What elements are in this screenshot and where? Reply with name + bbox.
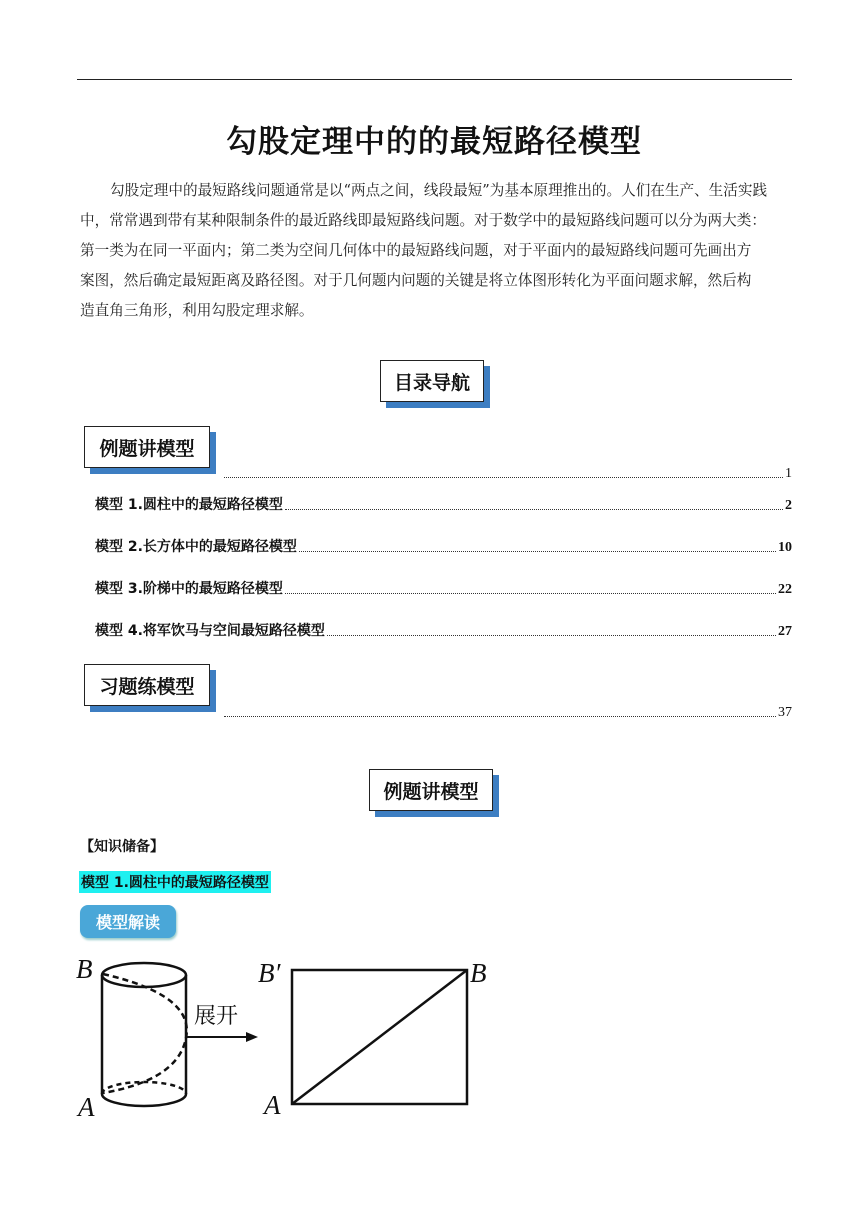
toc-leader [299,551,776,552]
toc-entry-label: 模型 2.长方体中的最短路径模型 [95,539,297,555]
toc-entry-label: 模型 3.阶梯中的最短路径模型 [95,581,283,597]
cylinder-path-curve [103,974,187,1093]
intro-line: 勾股定理中的最短路线问题通常是以“两点之间，线段最短”为基本原理推出的。人们在生产、生活实践 [110,182,768,199]
rectangle-diagonal [292,970,467,1104]
unfold-label: 展开 [194,1004,239,1029]
intro-line: 案图，然后确定最短距离及路径图。对于几何题内问题的关键是将立体图形转化为平面问题求解，然后构 [80,272,752,289]
section-heading: 例题讲模型 [369,769,493,811]
model-reading-badge: 模型解读 [80,905,176,938]
toc-entry-model1[interactable] [95,494,792,514]
intro-line: 第一类为在同一平面内；第二类为空间几何体中的最短路线问题，对于平面内的最短路线问题可先画出方 [80,242,752,259]
toc-page-number: 37 [778,705,792,720]
toc-page-number: 10 [778,540,792,555]
page-title: 勾股定理中的的最短路径模型 [226,124,642,160]
toc-entry-section1[interactable] [222,466,792,482]
intro-paragraph [80,176,798,326]
toc-entry-model4[interactable] [95,620,792,640]
toc-entry-label: 模型 1.圆柱中的最短路径模型 [95,497,283,513]
cylinder-shape [102,963,187,1106]
toc-page-number: 22 [778,582,792,597]
header-rule [77,79,792,80]
rectangle-label-B-prime: B′ [258,958,281,988]
cylinder-bottom-front-arc [102,1094,186,1106]
toc-page-number: 27 [778,624,792,639]
unfold-arrow [186,1032,258,1042]
intro-line: 造直角三角形，利用勾股定理求解。 [80,302,314,319]
toc-leader [224,477,783,478]
cylinder-bottom-back-arc [102,1082,186,1094]
rectangle-label-A: A [264,1090,281,1120]
toc-section-exercise[interactable]: 习题练模型 [84,664,210,706]
toc-page-number: 2 [785,498,792,513]
toc-leader [285,593,776,594]
toc-entry-model2[interactable] [95,536,792,556]
toc-section-example[interactable]: 例题讲模型 [84,426,210,468]
rectangle-label-B: B [470,958,487,988]
toc-leader [327,635,776,636]
toc-page-number: 1 [785,466,792,481]
toc-entry-model3[interactable] [95,578,792,598]
cylinder-label-A: A [78,1092,95,1122]
toc-entry-section2[interactable] [222,705,792,721]
model1-heading: 模型 1.圆柱中的最短路径模型 [79,871,271,893]
intro-line: 中，常常遇到带有某种限制条件的最近路线即最短路线问题。对于数学中的最短路线问题可以分为两大类： [80,212,766,229]
unfolded-rectangle [292,970,467,1104]
toc-entry-label: 模型 4.将军饮马与空间最短路径模型 [95,623,325,639]
cylinder-unfold-figure [70,950,510,1130]
cylinder-top-ellipse [102,963,186,987]
toc-leader [224,716,776,717]
cylinder-label-B: B [76,954,93,984]
knowledge-label: 【知识储备】 [80,839,164,855]
toc-leader [285,509,783,510]
toc-nav-heading: 目录导航 [380,360,484,402]
